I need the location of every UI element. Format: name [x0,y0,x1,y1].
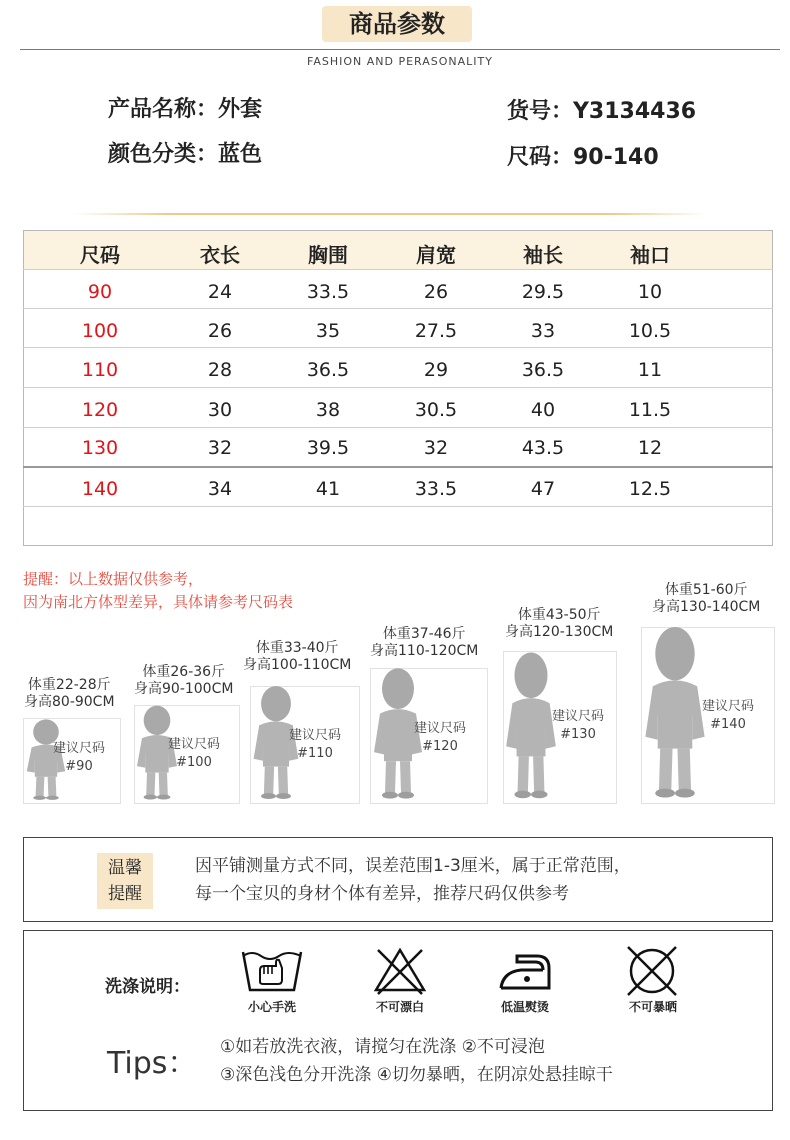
size-table-cell: 30 [207,399,233,421]
size-guide-suggest-code: #140 [710,717,746,732]
size-guide-suggestion [552,708,604,744]
size-guide-suggest-code: #130 [560,727,596,742]
product-sku: 货号：Y3134436 [507,99,697,124]
size-guide-suggest-label: 建议尺码 [702,699,755,714]
size-table-cell: 33.5 [306,281,350,303]
size-table-size-cell: 110 [81,359,119,381]
size-reminder [23,568,293,614]
size-table-cell: 47 [530,478,556,500]
hand-wash-icon [240,946,304,994]
size-table-cell: 10 [637,281,663,303]
page-subtitle: FASHION AND PERASONALITY [307,55,493,68]
size-table-cell: 41 [315,478,341,500]
size-table-col-header: 尺码 [80,243,120,267]
size-guide-suggestion [53,740,105,776]
size-table-row-divider [23,347,773,348]
product-color: 颜色分类：蓝色 [108,142,263,167]
wash-icon-label: 低温熨烫 [500,1000,549,1014]
size-guide-body-info [134,664,233,698]
wash-icon-label: 小心手洗 [247,1000,296,1014]
size-table-cell: 32 [207,437,233,459]
size-table-size-cell: 120 [81,399,119,421]
size-guide-suggestion [168,736,220,772]
size-guide-body-info [505,607,613,641]
size-guide-body-info [24,677,115,711]
size-table-row-divider [23,427,773,428]
size-table-cell: 12.5 [628,478,672,500]
notice-badge-line2: 提醒 [108,884,142,904]
size-guide-suggest-label: 建议尺码 [289,728,342,743]
size-table-cell: 35 [315,320,341,342]
header-divider [20,49,780,50]
tips-line1: ①如若放洗衣液，请搅匀在洗涤 ②不可浸泡 [220,1037,545,1057]
no-tumble-dry-icon [624,944,680,998]
size-table-cell: 26 [207,320,233,342]
size-table-col-header: 衣长 [200,243,240,267]
page-title: 商品参数 [322,6,472,42]
size-table-cell: 29 [423,359,449,381]
size-table-cell: 36.5 [521,359,565,381]
notice-text-line2: 每一个宝贝的身材个体有差异，推荐尺码仅供参考 [195,884,569,904]
size-guide-suggest-label: 建议尺码 [414,721,467,736]
size-guide-body-info [243,640,351,674]
tips-text [220,1033,613,1089]
size-table-cell: 33.5 [414,478,458,500]
size-guide-height: 身高80-90CM [24,694,115,710]
low-iron-icon [495,948,555,994]
wash-icon-label: 不可暴晒 [628,1000,677,1014]
size-table-col-header: 胸围 [308,243,348,267]
notice-text [195,852,631,908]
size-table-size-cell: 130 [81,437,119,459]
size-table-cell: 40 [530,399,556,421]
size-guide-suggest-code: #120 [422,739,458,754]
tips-label: Tips： [107,1046,198,1081]
size-guide-weight: 体重51-60斤 [664,582,748,598]
size-guide-suggest-label: 建议尺码 [168,737,221,752]
size-table-row-divider [23,308,773,309]
size-table-size-cell: 140 [81,478,119,500]
size-table-col-header: 袖长 [523,243,563,267]
size-guide-weight: 体重43-50斤 [517,607,601,623]
size-table-cell: 33 [530,320,556,342]
size-table-cell: 38 [315,399,341,421]
size-reminder-line1: 提醒：以上数据仅供参考， [23,570,204,588]
size-guide-height: 身高110-120CM [370,643,479,659]
size-guide-suggestion [289,727,341,763]
size-guide-suggest-label: 建议尺码 [53,741,106,756]
size-table-size-cell: 90 [87,281,113,303]
size-guide-suggestion [414,720,466,756]
no-bleach-icon [372,946,428,996]
size-guide-suggest-code: #90 [65,759,93,774]
size-guide-suggest-code: #100 [176,755,212,770]
product-size-range: 尺码：90-140 [507,145,659,170]
size-table-cell: 36.5 [306,359,350,381]
size-table-cell: 26 [423,281,449,303]
size-table-cell: 30.5 [414,399,458,421]
size-table-row-divider [23,269,773,270]
size-guide-height: 身高100-110CM [243,657,352,673]
size-table-cell: 29.5 [521,281,565,303]
size-guide-weight: 体重22-28斤 [27,677,111,693]
size-table-cell: 27.5 [414,320,458,342]
size-table-cell: 10.5 [628,320,672,342]
wash-icon-label: 不可漂白 [375,1000,424,1014]
size-table-cell: 39.5 [306,437,350,459]
size-guide-suggest-label: 建议尺码 [552,709,605,724]
size-guide-height: 身高120-130CM [505,624,614,640]
size-table-row-divider [23,387,773,388]
size-table-cell: 24 [207,281,233,303]
size-guide-height: 身高130-140CM [652,599,761,615]
size-guide-body-info [370,626,478,660]
size-table-cell: 32 [423,437,449,459]
product-name: 产品名称：外套 [108,97,263,122]
size-table-size-cell: 100 [81,320,119,342]
wash-title: 洗涤说明： [105,977,190,997]
notice-badge [97,853,153,909]
size-guide-weight: 体重33-40斤 [255,640,339,656]
size-reminder-line2: 因为南北方体型差异，具体请参考尺码表 [23,593,294,611]
size-table-cell: 12 [637,437,663,459]
notice-badge-line1: 温馨 [108,858,142,878]
size-table-row-divider [23,506,773,507]
info-divider [73,213,707,215]
size-table-cell: 11 [637,359,663,381]
size-table-cell: 34 [207,478,233,500]
size-table-col-header: 袖口 [630,243,670,267]
size-guide-suggestion [702,698,754,734]
size-guide-weight: 体重26-36斤 [142,664,226,680]
size-table-row-divider [23,466,773,468]
size-guide-body-info [652,582,760,616]
size-guide-weight: 体重37-46斤 [382,626,466,642]
child-silhouette-icon [638,624,712,802]
size-guide-height: 身高90-100CM [134,681,234,697]
tips-line2: ③深色浅色分开洗涤 ④切勿暴晒，在阴凉处悬挂晾干 [220,1065,613,1085]
size-table-cell: 43.5 [521,437,565,459]
size-guide-suggest-code: #110 [297,746,333,761]
size-table-cell: 28 [207,359,233,381]
size-table-col-header: 肩宽 [416,243,456,267]
notice-text-line1: 因平铺测量方式不同，误差范围1-3厘米，属于正常范围， [195,856,631,876]
size-table-cell: 11.5 [628,399,672,421]
